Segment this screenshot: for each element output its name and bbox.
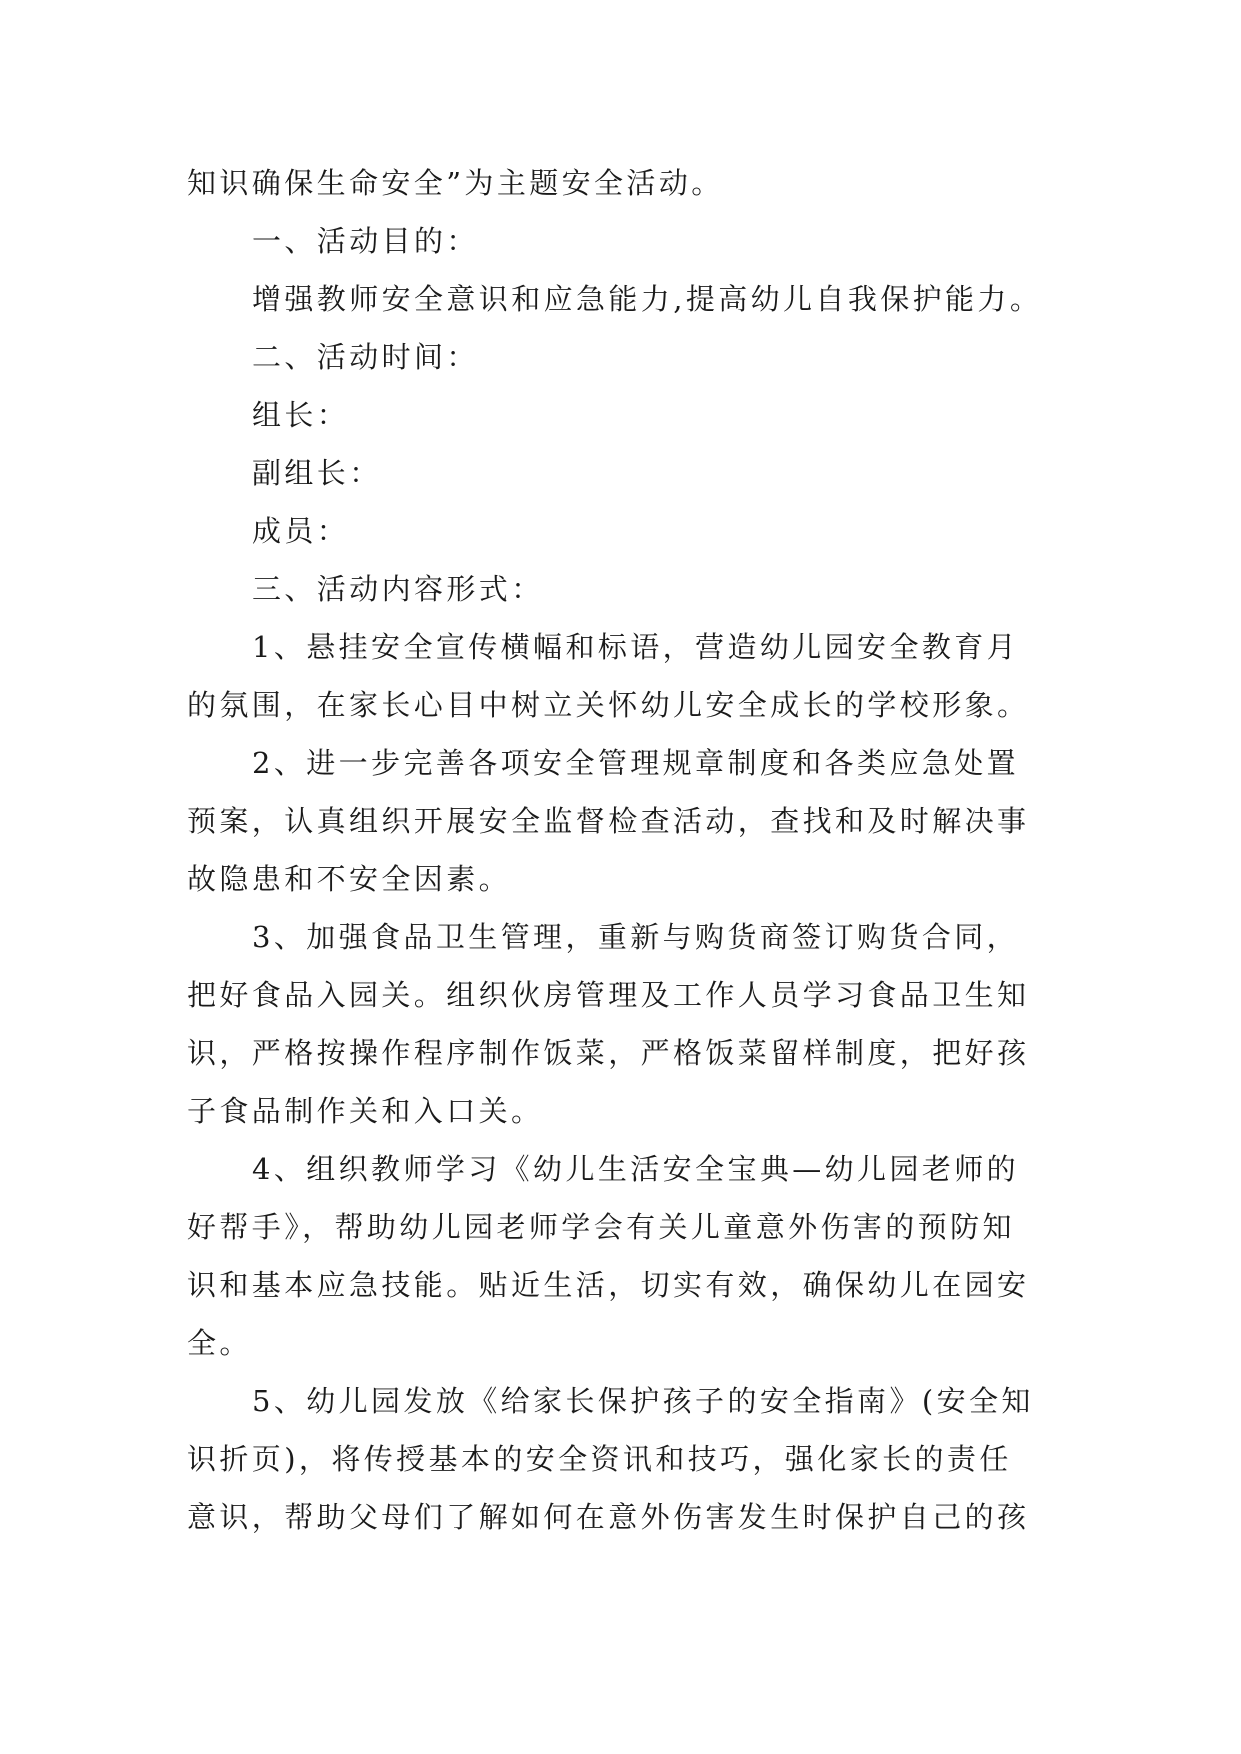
deputy-leader-label: 副组长： xyxy=(252,456,382,490)
leader-label: 组长： xyxy=(252,398,350,432)
members-label: 成员： xyxy=(252,514,350,548)
item-4-line-1: 4、组织教师学习《幼儿生活安全宝典—幼儿园老师的 xyxy=(252,1152,1020,1186)
item-4-line-4: 全。 xyxy=(187,1326,252,1360)
item-2-line-2: 预案，认真组织开展安全监督检查活动，查找和及时解决事 xyxy=(187,804,1030,838)
section-heading-content: 三、活动内容形式： xyxy=(252,572,544,606)
item-1-line-2: 的氛围，在家长心目中树立关怀幼儿安全成长的学校形象。 xyxy=(187,688,1030,722)
item-3-line-2: 把好食品入园关。组织伙房管理及工作人员学习食品卫生知 xyxy=(187,978,1030,1012)
section-heading-time: 二、活动时间： xyxy=(252,340,479,374)
item-5-line-3: 意识，帮助父母们了解如何在意外伤害发生时保护自己的孩 xyxy=(187,1500,1030,1534)
item-3-line-1: 3、加强食品卫生管理，重新与购货商签订购货合同， xyxy=(252,920,1020,954)
item-2-line-1: 2、进一步完善各项安全管理规章制度和各类应急处置 xyxy=(252,746,1020,780)
item-1-line-1: 1、悬挂安全宣传横幅和标语，营造幼儿园安全教育月 xyxy=(252,630,1020,664)
item-5-line-2: 识折页)，将传授基本的安全资讯和技巧，强化家长的责任 xyxy=(187,1442,1012,1476)
text-line-continuation: 知识确保生命安全”为主题安全活动。 xyxy=(187,166,724,200)
item-2-line-3: 故隐患和不安全因素。 xyxy=(187,862,512,896)
item-3-line-4: 子食品制作关和入口关。 xyxy=(187,1094,544,1128)
item-4-line-3: 识和基本应急技能。贴近生活，切实有效，确保幼儿在园安 xyxy=(187,1268,1030,1302)
item-5-line-1: 5、幼儿园发放《给家长保护孩子的安全指南》(安全知 xyxy=(252,1384,1034,1418)
purpose-text: 增强教师安全意识和应急能力,提高幼儿自我保护能力。 xyxy=(252,282,1043,316)
item-4-line-2: 好帮手》，帮助幼儿园老师学会有关儿童意外伤害的预防知 xyxy=(187,1210,1015,1244)
section-heading-purpose: 一、活动目的： xyxy=(252,224,479,258)
item-3-line-3: 识，严格按操作程序制作饭菜，严格饭菜留样制度，把好孩 xyxy=(187,1036,1030,1070)
